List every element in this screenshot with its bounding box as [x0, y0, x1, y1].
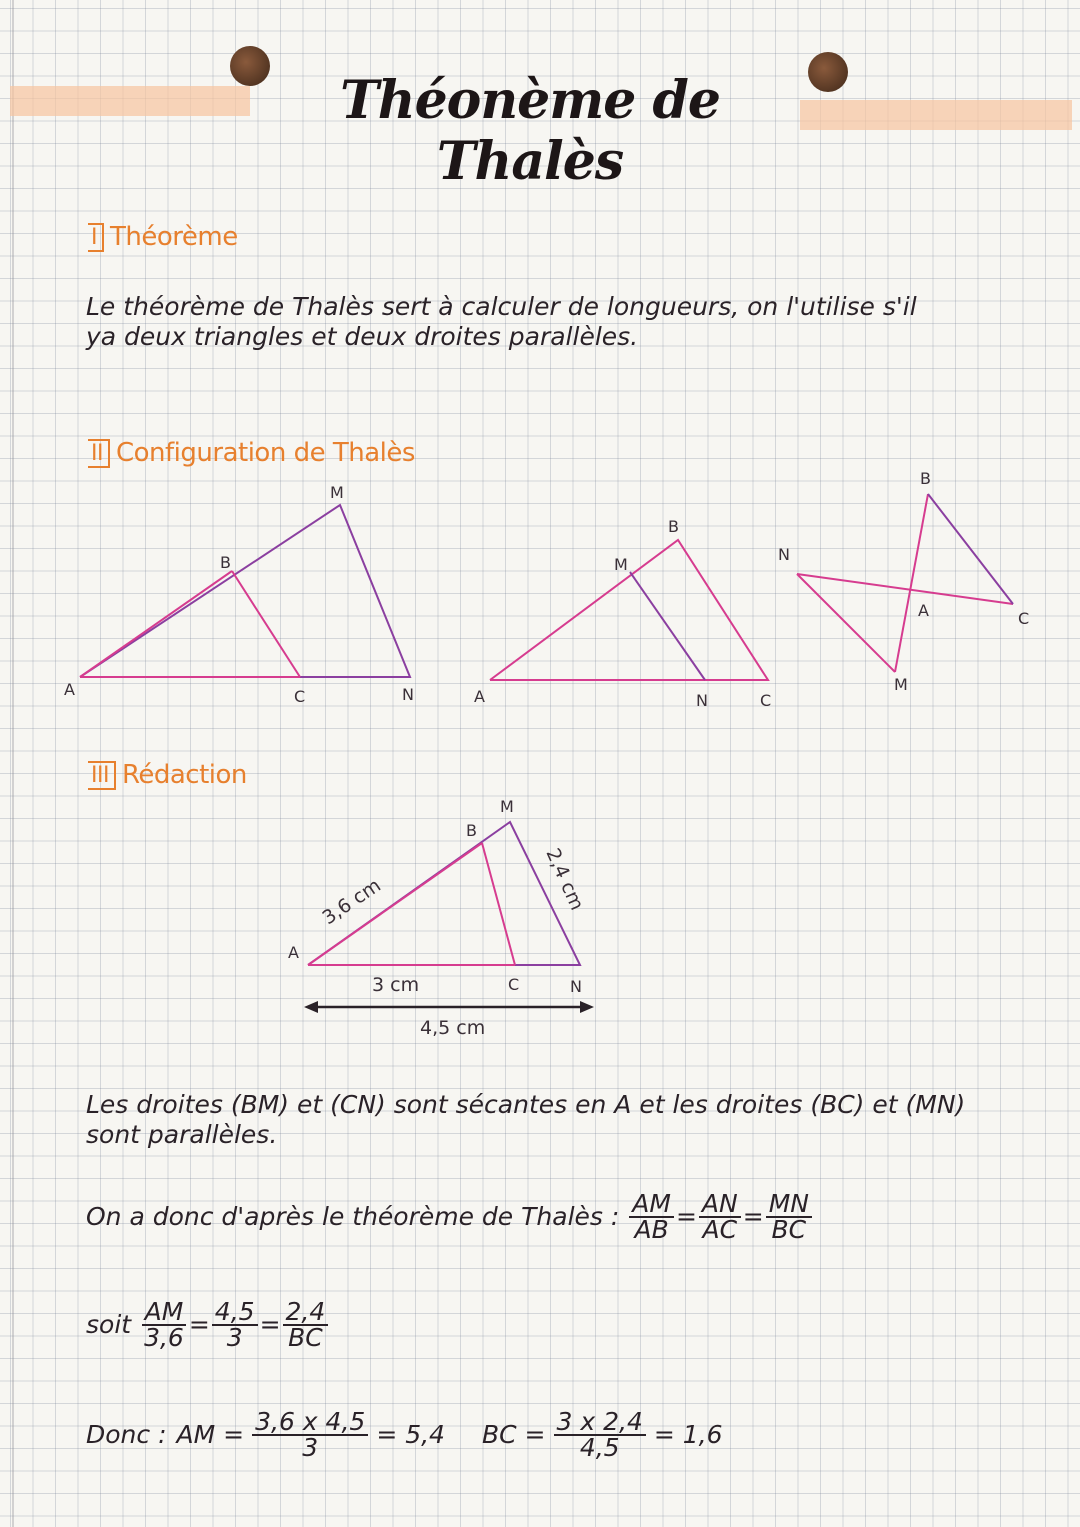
segment-bc — [232, 571, 300, 677]
label-m: M — [614, 555, 628, 574]
label-b: B — [668, 517, 679, 536]
label-m: M — [500, 797, 514, 816]
label-a: A — [64, 680, 75, 699]
segment-bc — [928, 494, 1013, 604]
arrow-head-right — [580, 1001, 594, 1013]
denominator: BC — [288, 1323, 323, 1352]
section-number: III — [88, 761, 116, 790]
numerator: MN — [766, 1192, 812, 1218]
segment-mn — [630, 572, 705, 680]
fraction-am-36 — [141, 1297, 187, 1352]
section-label: Configuration de Thalès — [115, 438, 415, 468]
segment-bm — [895, 494, 928, 672]
denominator: 4,5 — [579, 1433, 620, 1462]
thales-equality — [86, 1189, 1066, 1244]
label-a: A — [288, 943, 299, 962]
segment-bc — [482, 843, 515, 965]
label-n: N — [696, 691, 708, 710]
label-c: C — [508, 975, 520, 994]
numerator: AN — [699, 1192, 741, 1218]
fraction-an-ac — [699, 1189, 741, 1244]
figure-1-triangles — [64, 483, 414, 706]
segment-nc — [797, 574, 1013, 604]
denominator: 3 — [302, 1433, 319, 1462]
donc-label: Donc : — [86, 1420, 167, 1449]
thales-intro: On a donc d'après le théorème de Thalès : — [86, 1202, 620, 1231]
numerator: 4,5 — [212, 1300, 258, 1326]
section-label: Théorème — [110, 222, 238, 252]
triangle-abc — [490, 540, 768, 680]
section-number: I — [88, 223, 104, 252]
numerator: 3 x 2,4 — [554, 1410, 646, 1436]
label-b: B — [466, 821, 477, 840]
fraction-45-3 — [212, 1297, 258, 1352]
numerator: AM — [142, 1300, 187, 1326]
equals-sign: = — [675, 1202, 697, 1231]
redaction-text — [86, 1090, 1066, 1150]
label-m: M — [894, 675, 908, 694]
equals-sign: = — [188, 1310, 210, 1339]
label-n: N — [778, 545, 790, 564]
label-n: N — [570, 977, 582, 996]
numerator: AM — [629, 1192, 674, 1218]
donc-bc — [482, 1407, 723, 1462]
soit-label: soit — [86, 1310, 132, 1339]
label-n: N — [402, 685, 414, 704]
figure-3-butterfly — [778, 469, 1029, 694]
am-result: = 5,4 — [376, 1420, 445, 1449]
fraction-24-bc — [283, 1297, 329, 1352]
numerator: 2,4 — [283, 1300, 329, 1326]
theorem-line-1: Le théorème de Thalès sert à calculer de longueurs, on l'utilise s'il — [86, 292, 917, 321]
redaction-line-2: sont parallèles. — [86, 1120, 278, 1149]
figure-2-triangles — [474, 517, 771, 710]
equals-sign: = — [742, 1202, 764, 1231]
denominator: AB — [634, 1215, 669, 1244]
label-m: M — [330, 483, 344, 502]
page-title: Théonème de Thalès — [340, 70, 720, 192]
segment-ab — [80, 571, 232, 677]
fraction-am-calc — [252, 1407, 368, 1462]
theorem-line-2: ya deux triangles et deux droites parallèles. — [86, 322, 639, 351]
label-length-ac: 3 cm — [372, 974, 420, 996]
bc-result: = 1,6 — [653, 1420, 723, 1449]
section-label: Rédaction — [121, 760, 247, 790]
am-label: AM = — [176, 1420, 245, 1449]
section-number: II — [88, 439, 110, 468]
denominator: 3 — [226, 1323, 243, 1352]
segment-nm — [797, 574, 895, 672]
label-length-ab: 3,6 cm — [318, 874, 385, 930]
label-a: A — [474, 687, 485, 706]
label-b: B — [220, 553, 231, 572]
bc-label: BC = — [482, 1420, 546, 1449]
label-c: C — [760, 691, 772, 710]
label-length-an: 4,5 cm — [420, 1017, 486, 1039]
label-length-bm: 2,4 cm — [541, 845, 589, 914]
fraction-bc-calc — [554, 1407, 646, 1462]
figure-4-redaction — [288, 797, 594, 1039]
donc-am — [86, 1407, 445, 1462]
numerator: 3,6 x 4,5 — [252, 1410, 368, 1436]
denominator: 3,6 — [144, 1323, 184, 1352]
equals-sign: = — [259, 1310, 281, 1339]
arrow-head-left — [304, 1001, 318, 1013]
label-c: C — [294, 687, 306, 706]
denominator: AC — [702, 1215, 738, 1244]
soit-equality — [86, 1297, 330, 1352]
fraction-mn-bc — [766, 1189, 812, 1244]
redaction-line-1: Les droites (BM) et (CN) sont sécantes en A et les droites (BC) et (MN) — [86, 1090, 966, 1119]
label-a: A — [918, 601, 929, 620]
denominator: BC — [771, 1215, 807, 1244]
label-c: C — [1018, 609, 1030, 628]
fraction-am-ab — [629, 1189, 674, 1244]
label-b: B — [920, 469, 931, 488]
